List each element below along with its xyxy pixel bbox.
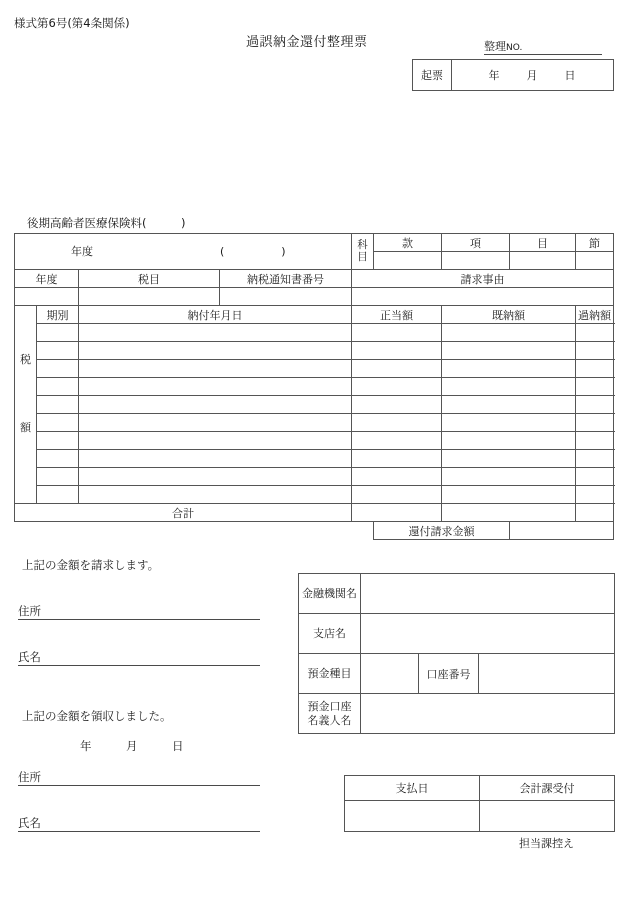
- info-header-notice-no: 納税通知書番号: [220, 270, 352, 288]
- info-value-reason[interactable]: [352, 288, 614, 306]
- table-row-total: [15, 504, 614, 522]
- detail-cell-payment-date[interactable]: [79, 396, 352, 414]
- bank-branch-value[interactable]: [361, 614, 615, 654]
- claimant-address-rule: [18, 619, 260, 620]
- bank-account-no-label: 口座番号: [419, 654, 479, 694]
- total-value-overpaid-amount[interactable]: [576, 504, 614, 522]
- kamoku-value-moku[interactable]: [510, 252, 576, 270]
- detail-cell-payment-date[interactable]: [79, 360, 352, 378]
- payment-row-header: [345, 776, 615, 801]
- accounting-receipt-header: 会計課受付: [480, 776, 615, 801]
- detail-cell-period[interactable]: [37, 378, 79, 396]
- detail-cell-overpaid-amount[interactable]: [576, 486, 614, 504]
- recipient-address-rule: [18, 785, 260, 786]
- seiri-no-label-text: 整理: [484, 40, 506, 53]
- table-row: [15, 378, 614, 396]
- kamoku-value-kou[interactable]: [442, 252, 510, 270]
- table-row-detail-header: [15, 306, 614, 324]
- form-code: 様式第6号(第4条関係): [14, 16, 130, 30]
- refund-request-label: 還付請求金額: [374, 522, 510, 540]
- kihyou-label: 起票: [413, 60, 452, 90]
- bank-holder-value[interactable]: [361, 694, 615, 734]
- info-header-reason: 請求事由: [352, 270, 614, 288]
- detail-cell-payment-date[interactable]: [79, 468, 352, 486]
- detail-cell-payment-date[interactable]: [79, 414, 352, 432]
- detail-cell-correct-amount[interactable]: [352, 414, 442, 432]
- claimant-name-label: 氏名: [18, 649, 41, 664]
- claim-statement: 上記の金額を請求します。: [22, 558, 160, 572]
- detail-cell-overpaid-amount[interactable]: [576, 396, 614, 414]
- kamoku-col-header-kou: 項: [442, 234, 510, 252]
- detail-cell-period[interactable]: [37, 468, 79, 486]
- detail-cell-correct-amount[interactable]: [352, 378, 442, 396]
- detail-cell-correct-amount[interactable]: [352, 342, 442, 360]
- bank-institution-value[interactable]: [361, 574, 615, 614]
- detail-cell-paid-amount[interactable]: [442, 468, 576, 486]
- refund-spacer: [15, 522, 374, 540]
- detail-header-period: 期別: [37, 306, 79, 324]
- kamoku-value-kan[interactable]: [374, 252, 442, 270]
- kihyou-month-label: 月: [526, 68, 539, 82]
- detail-cell-correct-amount[interactable]: [352, 468, 442, 486]
- detail-cell-paid-amount[interactable]: [442, 342, 576, 360]
- detail-cell-overpaid-amount[interactable]: [576, 450, 614, 468]
- detail-cell-correct-amount[interactable]: [352, 396, 442, 414]
- kamoku-col-header-setsu: 節: [576, 234, 614, 252]
- kamoku-col-header-kan: 款: [374, 234, 442, 252]
- detail-cell-paid-amount[interactable]: [442, 486, 576, 504]
- bank-row-branch: [299, 614, 615, 654]
- detail-cell-overpaid-amount[interactable]: [576, 414, 614, 432]
- receipt-date-field[interactable]: 年 月 日: [80, 739, 184, 753]
- bank-row-holder: [299, 694, 615, 734]
- detail-cell-overpaid-amount[interactable]: [576, 360, 614, 378]
- detail-cell-correct-amount[interactable]: [352, 486, 442, 504]
- detail-cell-period[interactable]: [37, 360, 79, 378]
- bank-account-no-value[interactable]: [479, 654, 615, 694]
- table-row: [15, 450, 614, 468]
- kihyou-date-field[interactable]: [452, 60, 613, 90]
- detail-cell-payment-date[interactable]: [79, 342, 352, 360]
- bank-institution-label: 金融機関名: [299, 574, 361, 614]
- tax-detail-table: [14, 233, 614, 540]
- refund-request-value[interactable]: [510, 522, 614, 540]
- detail-header-overpaid-amount: 過納額: [576, 306, 614, 324]
- detail-cell-correct-amount[interactable]: [352, 432, 442, 450]
- detail-cell-period[interactable]: [37, 342, 79, 360]
- table-row: [15, 432, 614, 450]
- table-row-info-values: [15, 288, 614, 306]
- detail-cell-payment-date[interactable]: [79, 378, 352, 396]
- detail-cell-overpaid-amount[interactable]: [576, 342, 614, 360]
- recipient-name-rule: [18, 831, 260, 832]
- table-row: [15, 360, 614, 378]
- detail-cell-paid-amount[interactable]: [442, 396, 576, 414]
- detail-cell-paid-amount[interactable]: [442, 414, 576, 432]
- detail-cell-paid-amount[interactable]: [442, 324, 576, 342]
- seiri-no-input-rule[interactable]: [484, 54, 602, 55]
- detail-cell-overpaid-amount[interactable]: [576, 468, 614, 486]
- tax-amount-char-2: 額: [20, 421, 31, 434]
- tax-amount-char-1: 税: [20, 353, 31, 366]
- kihyou-box: [412, 59, 614, 91]
- info-header-fiscal-year: 年度: [15, 270, 79, 288]
- detail-header-paid-amount: 既納額: [442, 306, 576, 324]
- fiscal-year-label: 年度: [71, 245, 93, 258]
- kihyou-year-label: 年: [488, 68, 501, 82]
- claimant-name-rule: [18, 665, 260, 666]
- claimant-name-field[interactable]: [18, 648, 260, 666]
- detail-cell-correct-amount[interactable]: [352, 450, 442, 468]
- insurance-category-caption: 後期高齢者医療保険料( ): [27, 216, 186, 230]
- kamoku-value-setsu[interactable]: [576, 252, 614, 270]
- table-row-info-header: [15, 270, 614, 288]
- seiri-no-label: [484, 40, 522, 53]
- detail-cell-overpaid-amount[interactable]: [576, 324, 614, 342]
- detail-cell-period[interactable]: [37, 396, 79, 414]
- detail-cell-payment-date[interactable]: [79, 450, 352, 468]
- table-row: [15, 468, 614, 486]
- fiscal-year-cell[interactable]: [15, 234, 352, 270]
- kamoku-char-2: 目: [357, 250, 368, 263]
- bank-holder-label-line1: 預金口座: [307, 699, 352, 713]
- detail-cell-period[interactable]: [37, 450, 79, 468]
- table-row-fiscal-year-header: [15, 234, 614, 252]
- detail-cell-period[interactable]: [37, 486, 79, 504]
- payment-row-values: [345, 801, 615, 832]
- kamoku-col-header-moku: 目: [510, 234, 576, 252]
- kihyou-day-label: 日: [564, 68, 577, 82]
- recipient-name-label: 氏名: [18, 815, 41, 830]
- detail-header-payment-date: 納付年月日: [79, 306, 352, 324]
- seiri-no-abbrev: NO.: [506, 43, 523, 53]
- detail-cell-payment-date[interactable]: [79, 324, 352, 342]
- bank-branch-label: 支店名: [299, 614, 361, 654]
- bank-deposit-type-value[interactable]: [361, 654, 419, 694]
- accounting-receipt-value[interactable]: [480, 801, 615, 832]
- table-row: [15, 324, 614, 342]
- table-row-refund-request: [15, 522, 614, 540]
- total-value-correct-amount[interactable]: [352, 504, 442, 522]
- info-value-tax-item[interactable]: [79, 288, 220, 306]
- detail-cell-paid-amount[interactable]: [442, 450, 576, 468]
- bank-row-institution: [299, 574, 615, 614]
- detail-cell-period[interactable]: [37, 414, 79, 432]
- table-row: [15, 342, 614, 360]
- page-title: 過誤納金還付整理票: [246, 35, 368, 50]
- detail-cell-paid-amount[interactable]: [442, 378, 576, 396]
- recipient-address-label: 住所: [18, 769, 41, 784]
- info-value-notice-no[interactable]: [220, 288, 352, 306]
- kamoku-label: [352, 234, 374, 270]
- detail-cell-paid-amount[interactable]: [442, 360, 576, 378]
- bank-deposit-type-label: 預金種目: [299, 654, 361, 694]
- recipient-name-field[interactable]: [18, 814, 260, 832]
- kamoku-char-1: 科: [357, 238, 368, 251]
- bank-row-deposit-type: [299, 654, 615, 694]
- department-copy-note: 担当課控え: [519, 837, 574, 850]
- payment-date-value[interactable]: [345, 801, 480, 832]
- fiscal-year-paren: ( ): [220, 245, 292, 258]
- tax-amount-vertical-label: [15, 306, 37, 504]
- detail-cell-correct-amount[interactable]: [352, 360, 442, 378]
- detail-cell-payment-date[interactable]: [79, 486, 352, 504]
- receipt-statement: 上記の金額を領収しました。: [22, 709, 172, 723]
- detail-cell-payment-date[interactable]: [79, 432, 352, 450]
- claimant-address-field[interactable]: [18, 602, 260, 620]
- info-header-tax-item: 税目: [79, 270, 220, 288]
- bank-holder-label-line2: 名義人名: [307, 713, 352, 727]
- bank-holder-label: [299, 694, 361, 734]
- detail-cell-overpaid-amount[interactable]: [576, 378, 614, 396]
- detail-header-correct-amount: 正当額: [352, 306, 442, 324]
- claimant-address-label: 住所: [18, 603, 41, 618]
- total-value-paid-amount[interactable]: [442, 504, 576, 522]
- detail-cell-period[interactable]: [37, 432, 79, 450]
- bank-account-table: [298, 573, 615, 734]
- table-row: [15, 486, 614, 504]
- total-label: 合計: [15, 504, 352, 522]
- payment-accounting-table: [344, 775, 615, 832]
- payment-date-header: 支払日: [345, 776, 480, 801]
- table-row: [15, 414, 614, 432]
- detail-cell-overpaid-amount[interactable]: [576, 432, 614, 450]
- detail-cell-paid-amount[interactable]: [442, 432, 576, 450]
- info-value-fiscal-year[interactable]: [15, 288, 79, 306]
- recipient-address-field[interactable]: [18, 768, 260, 786]
- detail-cell-correct-amount[interactable]: [352, 324, 442, 342]
- detail-cell-period[interactable]: [37, 324, 79, 342]
- table-row: [15, 396, 614, 414]
